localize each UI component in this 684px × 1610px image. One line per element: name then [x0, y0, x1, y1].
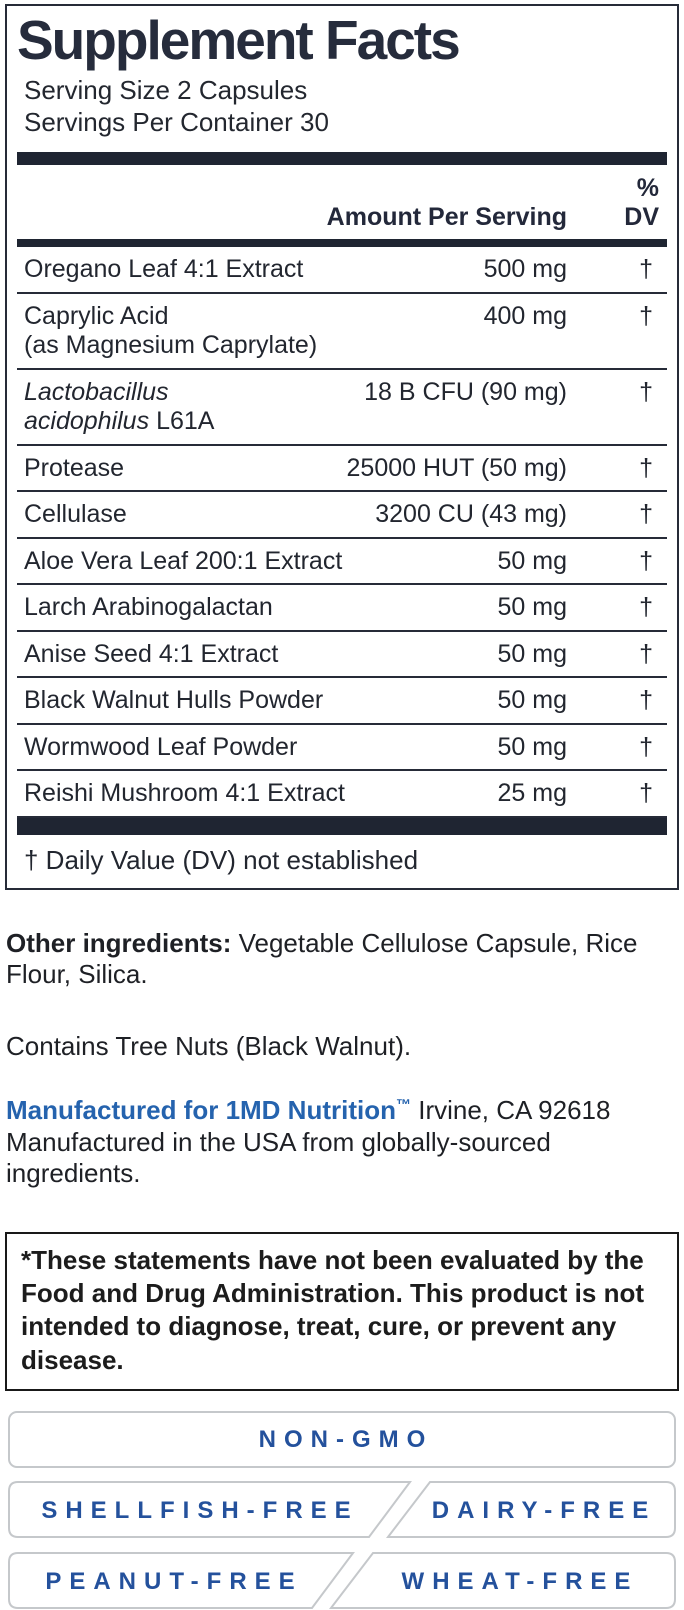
ingredient-amount: 50 mg [497, 546, 567, 575]
badge-shellfish-free: SHELLFISH-FREE [41, 1497, 359, 1524]
ingredient-name: Aloe Vera Leaf 200:1 Extract [24, 546, 343, 575]
ingredient-amount: 25000 HUT (50 mg) [346, 453, 567, 482]
column-header-amount: Amount Per Serving [326, 203, 567, 232]
divider-bar-thick-bottom [17, 818, 667, 835]
manufacturer-brand: Manufactured for 1MD Nutrition [6, 1094, 396, 1125]
table-row [17, 446, 667, 493]
ingredient-amount: 50 mg [497, 732, 567, 761]
other-ingredients-label: Other ingredients: [6, 927, 232, 958]
column-header-dv: % DV [624, 174, 659, 232]
ingredient-name-strain: L61A [156, 407, 215, 436]
ingredient-dv: † [639, 546, 653, 575]
other-ingredients [6, 928, 678, 991]
table-row [17, 294, 667, 370]
table-row [17, 492, 667, 539]
ingredient-amount: 3200 CU (43 mg) [375, 500, 567, 529]
ingredient-name: Reishi Mushroom 4:1 Extract [24, 779, 345, 808]
ingredient-name: Black Walnut Hulls Powder [24, 686, 324, 715]
ingredient-dv: † [639, 639, 653, 668]
ingredient-name: Anise Seed 4:1 Extract [24, 639, 279, 668]
fda-disclaimer-text: *These statements have not been evaluated by the Food and Drug Administration. This product is not intended to diagnose, treat, cure, or prevent any disease. [21, 1244, 644, 1375]
ingredient-dv: † [639, 301, 653, 330]
table-row [17, 632, 667, 679]
ingredient-name [17, 378, 364, 437]
ingredient-name-latin: Lactobacillus acidophilus [24, 377, 169, 436]
ingredient-amount: 50 mg [497, 686, 567, 715]
badge-group [8, 1411, 676, 1610]
allergen-statement: Contains Tree Nuts (Black Walnut). [6, 1031, 412, 1062]
ingredient-dv: † [639, 255, 653, 284]
other-ingredients-text: Vegetable Cellulose Capsule, Rice Flour, Silica. [6, 927, 638, 990]
ingredient-dv: † [639, 500, 653, 529]
manufacturer-origin: Manufactured in the USA from globally-sourced ingredients. [6, 1126, 551, 1189]
fda-disclaimer-box [5, 1232, 679, 1391]
ingredient-name: Protease [24, 453, 125, 482]
ingredient-amount: 400 mg [483, 301, 567, 330]
badge-dairy-free: DAIRY-FREE [431, 1497, 657, 1524]
ingredient-name: Cellulase [24, 500, 127, 529]
table-header-row [17, 165, 667, 239]
ingredient-dv: † [639, 453, 653, 482]
badge-peanut-free: PEANUT-FREE [45, 1568, 303, 1595]
badge-row-3 [8, 1552, 676, 1610]
manufacturer-block [6, 1095, 678, 1190]
ingredient-name-main: Caprylic Acid [24, 301, 169, 330]
divider-bar-medium [17, 239, 667, 247]
badge-row-2 [8, 1481, 676, 1539]
badge-non-gmo: NON-GMO [8, 1411, 676, 1468]
supplement-facts-panel [5, 4, 679, 890]
table-row [17, 725, 667, 772]
divider-bar-thick-top [17, 152, 667, 165]
manufacturer-address: Irvine, CA 92618 [411, 1094, 611, 1125]
ingredient-name [17, 302, 484, 361]
ingredient-name: Larch Arabinogalactan [24, 593, 273, 622]
table-row [17, 247, 667, 294]
servings-per-container: Servings Per Container 30 [24, 107, 329, 138]
ingredient-amount: 50 mg [497, 639, 567, 668]
trademark-symbol: ™ [396, 1096, 411, 1114]
serving-size: Serving Size 2 Capsules [24, 75, 308, 106]
table-row [17, 585, 667, 632]
ingredient-amount: 500 mg [483, 255, 567, 284]
table-row [17, 370, 667, 446]
table-row [17, 678, 667, 725]
table-row [17, 771, 667, 818]
ingredient-dv: † [639, 686, 653, 715]
ingredient-name: Wormwood Leaf Powder [24, 732, 298, 761]
dv-footnote: † Daily Value (DV) not established [24, 844, 419, 875]
ingredient-name: Oregano Leaf 4:1 Extract [24, 255, 304, 284]
ingredient-name-sub: (as Magnesium Caprylate) [24, 331, 318, 360]
badge-wheat-free: WHEAT-FREE [401, 1568, 639, 1595]
ingredient-amount: 18 B CFU (90 mg) [364, 377, 567, 406]
ingredient-amount: 50 mg [497, 593, 567, 622]
table-row [17, 539, 667, 586]
panel-title: Supplement Facts [17, 9, 459, 71]
ingredient-amount: 25 mg [497, 779, 567, 808]
ingredient-dv: † [639, 593, 653, 622]
ingredient-dv: † [639, 779, 653, 808]
ingredient-dv: † [639, 377, 653, 406]
ingredient-dv: † [639, 732, 653, 761]
